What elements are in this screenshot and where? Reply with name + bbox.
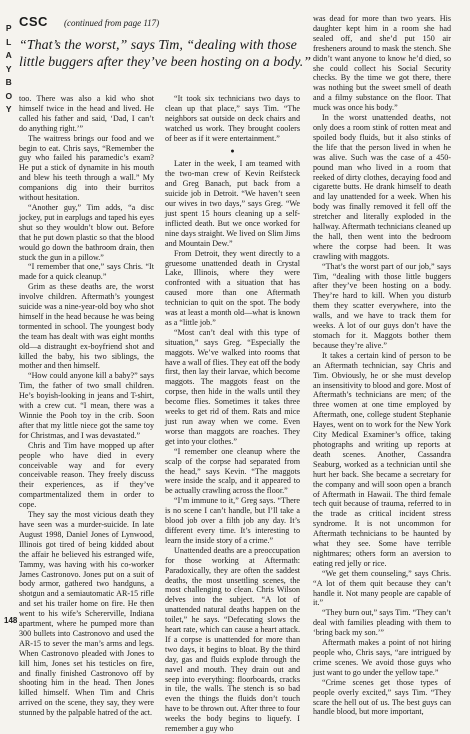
side-label-letter: Y [5, 104, 13, 114]
section-header [19, 13, 159, 29]
article-column-3 [313, 14, 451, 717]
article-paragraph: “How could anyone kill a baby?” says Tim, the father of two small children. He’s boyish-looking in jeans and T-shirt, with a crew cut. “I mean, there was a Winnie the Pooh toy in the crib. Soon after that my little niece got the same toy for Christmas, and I was devastated.” [19, 371, 154, 440]
article-paragraph: “I remember one cleanup where the scalp of the corpse had separated from the head,” says Kevin. “The maggots were inside the scalp, and it appeared to be actually crawling across the floor.” [165, 446, 300, 496]
column-2-part-a [165, 94, 300, 144]
article-paragraph: “We get them counseling,” says Chris. “A lot of them quit because they can’t handle it. Not many people are capable of it.” [313, 568, 451, 608]
side-label-letter: O [5, 90, 13, 101]
article-paragraph: In the worst unattended deaths, not only does a room stink of rotten meat and spoiled body fluids, but it also stinks of the life that the person lived in when he was alive. Such was the case of a 450-pound man who lived in a room that reeked of dirty clothes, decaying food and cigarette butts. He drank himself to death and lay unattended for a week. When his body was finally removed it fell off the stretcher and literally exploded in the hallway. Aftermath technicians cleaned up the hall, then went into the bedroom where the corpse had been. It was crawling with maggots. [313, 113, 451, 261]
article-paragraph: too. There was also a kid who shot himself twice in the head and lived. He called his father and said, ‘Dad, I can’t do anything right.’” [19, 94, 154, 133]
pull-quote: “That’s the worst,” says Tim, “dealing with those little buggers after they’ve been hosting on a body.” [19, 38, 312, 70]
continued-note: (continued from page 117) [63, 18, 160, 28]
column-2-part-b [165, 159, 300, 734]
page-number: 148 [4, 616, 18, 625]
side-label-letter: B [5, 77, 13, 87]
article-paragraph: “They burn out,” says Tim. “They can’t deal with families pleading with them to ‘bring back my son.’” [313, 608, 451, 638]
magazine-side-label [3, 22, 15, 117]
article-paragraph: “That’s the worst part of our job,” says Tim, “dealing with those little buggers after they’ve been hosting on a body. They’re hard to kill. When you disturb them they scatter everywhere, into the walls, and we have to track them for weeks. A lot of our guys don’t have the stomach for it. Maggots bother them because they’re alive.” [313, 261, 451, 350]
article-paragraph: “Another guy,” Tim adds, “a disc jockey, put in earplugs and taped his eyes shut so they wouldn’t blow out. Before that he put down plastic so that the blood would go down the bathroom drain, then stuck the gun in a pillow.” [19, 202, 154, 262]
article-paragraph: It takes a certain kind of person to be an Aftermath technician, say Chris and Tim. Obviously, he or she must develop an insensitivity to blood and gore. Most of Aftermath’s technicians are men; of the three women at one time employed by Aftermath, one, college student Stephanie Hayes, went on to work for the New York City Medical Examiner’s office, taking photographs and writing up reports at death scenes. Another, Cassandra Seaburg, worked as a technician until she hurt her back. She became a secretary for the company and will soon open a branch of Aftermath in Hawaii. The third female tech quit because of trauma, referred to in the trade as critical incident stress syndrome. It is not uncommon for Aftermath technicians to be haunted by what they see. Some have terrible nightmares; others form an aversion to eating red jelly or rice. [313, 350, 451, 568]
article-paragraph: Chris and Tim have mopped up after people who have died in every conceivable way and for every conceivable reason. They freely discuss their experiences, as if they’ve compartmentalized them in order to cope. [19, 440, 154, 510]
article-paragraph: The waitress brings our food and we begin to eat. Chris says, “Remember the guy who failed his paramedic’s exam? He put a stick of dynamite in his mouth and blew his teeth through a wall.” My companions dig into their burritos without hesitation. [19, 133, 154, 203]
side-label-letter: Y [5, 63, 13, 74]
article-paragraph: “Crime scenes get those types of people overly excited,” says Tim. “They scare the hell out of us. The best guys can handle blood, but more important, [313, 677, 451, 717]
side-label-letter: A [5, 50, 13, 60]
article-column-1 [19, 94, 154, 718]
article-paragraph: “I’m immune to it,” Greg says. “There is no scene I can’t handle, but I’ll take a blood job over a filth job any day. It’s different every time. It’s interesting to learn the inside story of a crime.” [165, 496, 300, 545]
article-paragraph: “Most can’t deal with this type of situation,” says Greg. “Especially the maggots. We’ve walked into rooms that have a wall of flies. They eat off the body first, then lay their larvae, which become maggots. The maggots feast on the corpse, then hide in the walls until they become flies. Sometimes it takes three weeks to get rid of them. Rats and mice just run away when we come. Even worse than maggots are roaches. They get into your clothes.” [165, 327, 301, 446]
article-paragraph: Aftermath makes a point of not hiring people who, Chris says, “are intrigued by crime scenes. We avoid those guys who just want to go under the yellow tape.” [313, 638, 451, 677]
side-label-letter: P [5, 23, 13, 33]
article-paragraph: Later in the week, I am teamed with the two-man crew of Kevin Reifsteck and Greg Banach, put back from a suicide job in Detroit. “We haven’t seen our wives in two days,” says Greg. “We just spent 15 hours cleaning up a self-inflicted death. But we once worked for nine days straight. We lived on Slim Jims and Mountain Dew.” [165, 159, 300, 248]
article-paragraph: was dead for more than two years. His daughter kept him in a room she had sealed off, and she’d put 150 air fresheners around to mask the stench. She didn’t want anyone to know he’d died, so she could collect his Social Security checks. By the time we got there, there was nothing but the sweet smell of death and a filmy substance on the floor. That muck was once his body.” [313, 14, 451, 113]
article-paragraph: “It took six technicians two days to clean up that place,” says Tim. “The neighbors sat outside on deck chairs and watched us work. They brought coolers of beer as if it were entertainment.” [165, 94, 300, 143]
article-column-2 [165, 94, 300, 734]
section-title: CSC [19, 14, 48, 29]
article-paragraph: Unattended deaths are a preoccupation for those working at Aftermath: Paradoxically, they are often the saddest deaths, the most unsettling scenes, the most challenging to clean. Chris Wilson delves into the subject. “A lot of unattended natural deaths happen on the toilet,” he says. “Defecating slows the heart rate, which can cause a heart attack. If a corpse is unattended for more than two days, it begins to bloat. By the third day, gas and fluids explode through the navel and mouth. They drain out and seep into everything: floorboards, cracks in tile, the walls. The stench is so bad even the things the fluids don’t touch have to be thrown out. After three to four weeks the body begins to liquefy. I remember a guy who [165, 545, 300, 734]
article-paragraph: “I remember that one,” says Chris. “It made for a quick cleanup.” [19, 262, 154, 282]
article-paragraph: Grim as these deaths are, the worst involve children. Aftermath’s youngest suicide was a nine-year-old boy who shot himself in the head because he was being tormented in school. The youngest body the team has dealt with was eight months old—a distraught ex-boyfriend shot and killed the baby, his two siblings, the mother and then himself. [19, 282, 154, 371]
article-paragraph: They say the most vicious death they have seen was a murder-suicide. In late August 1998, Daniel Jones of Lynwood, Illinois got tired of being kidded about the affair he believed his estranged wife, Tammy, was having with his co-worker James Castronovo. Jones put on a suit of body armor, gathered two handguns, a shotgun and a semiautomatic AR-15 rifle and set his trailer home on fire. He then went to his wife’s Schererville, Indiana apartment, where he pumped more than 300 bullets into Castronovo and used the AR-15 to sever the man’s arms and legs. When Castronovo pleaded with Jones to kill him, Jones set his testicles on fire, and finally finished Castronovo off by shooting him in the head. Then Jones killed himself. When Tim and Chris arrived on the scene, they say, they were stunned by the palpable hatred of the act. [19, 510, 154, 718]
article-paragraph: From Detroit, they went directly to a gruesome unattended death in Crystal Lake, Illinois, where they were confronted with a situation that has caused more than one Aftermath technician to quit on the spot. The body was at least a month old—what is known as a “little job.” [165, 248, 300, 327]
section-divider: ● [230, 146, 235, 155]
side-label-letter: L [6, 36, 12, 47]
